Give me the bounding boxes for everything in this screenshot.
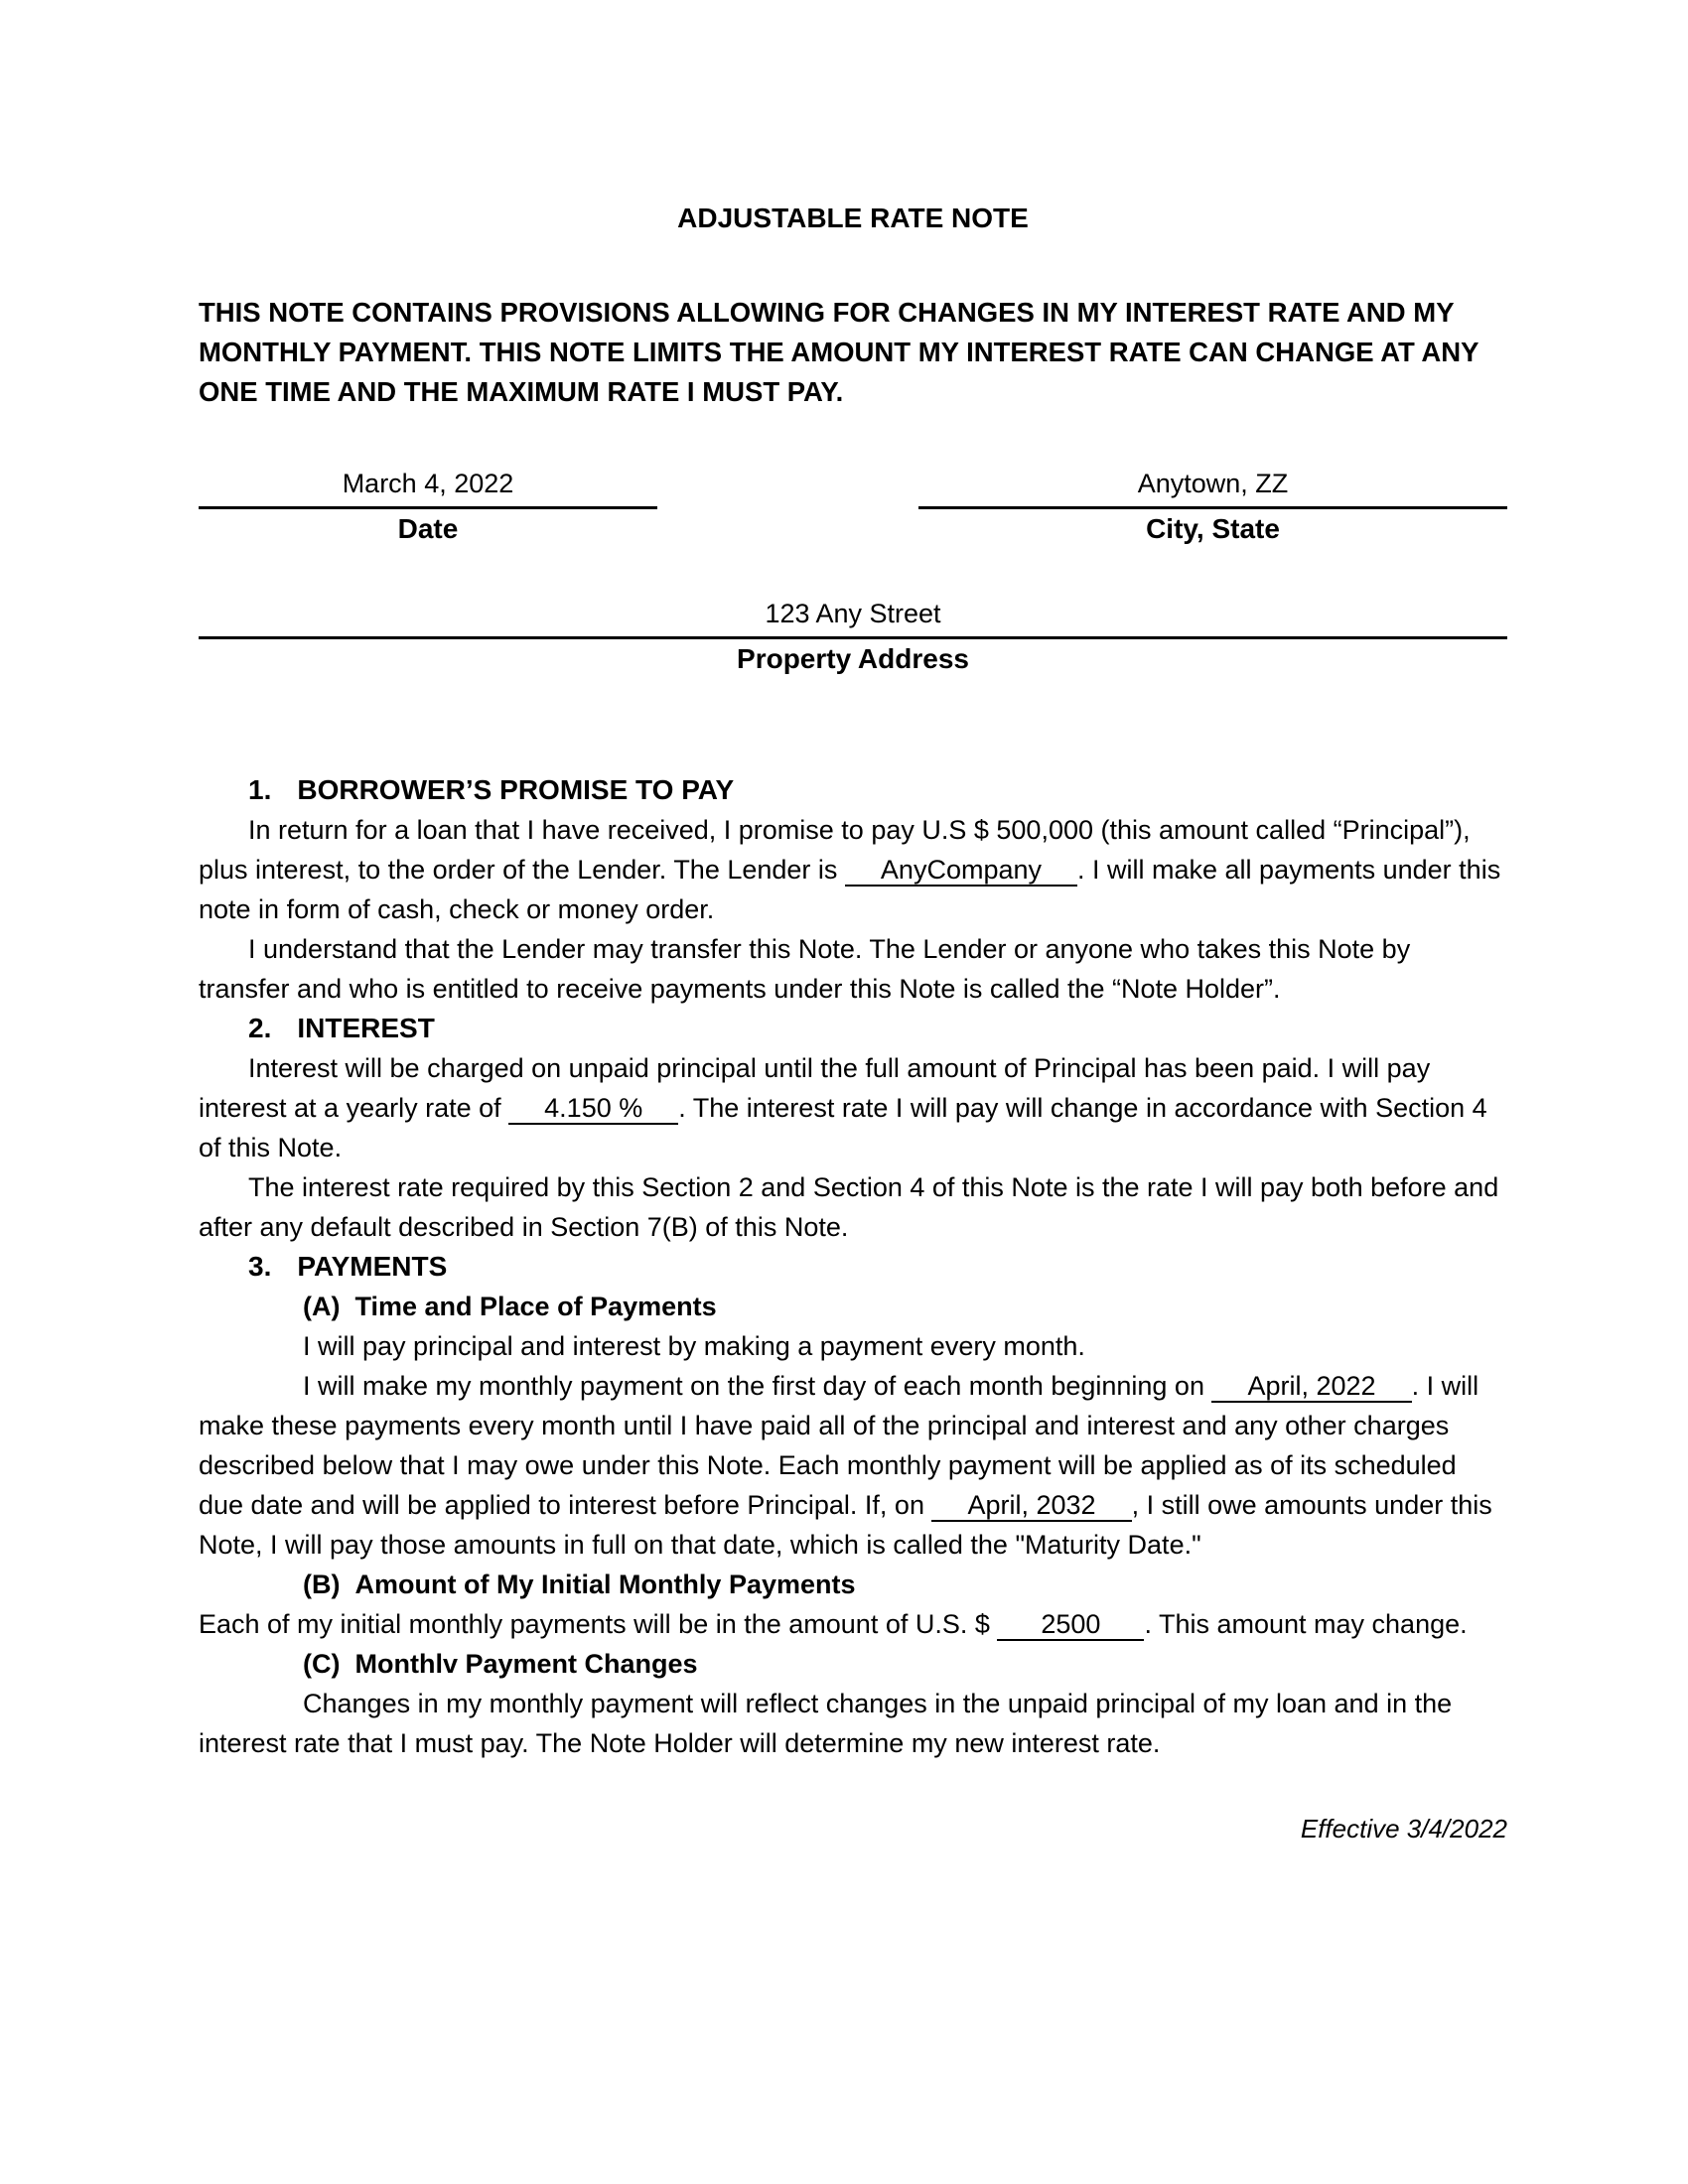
notice-paragraph: THIS NOTE CONTAINS PROVISIONS ALLOWING FOR CHANGES IN MY INTEREST RATE AND MY MONTHLY PAYMENT. THIS NOTE LIMITS THE AMOUNT MY INTEREST RATE CAN CHANGE AT ANY ONE TIME AND THE MAXIMUM RATE I MUST PAY. xyxy=(199,297,1478,407)
section-3c-letter: (C) xyxy=(303,1649,341,1679)
monthly-payment-amount-blank: 2500 xyxy=(997,1609,1144,1641)
date-field xyxy=(199,464,657,549)
section-3a-paragraph-2-text-mid: . I will make these payments every month until I have paid all of the principal and interest and any other charges described below that I may owe under this Note. Each monthly payment will be applied as of its scheduled due date and will be applied to interest before Principal. If, on xyxy=(199,1371,1479,1520)
date-value: March 4, 2022 xyxy=(342,469,514,498)
city-state-value: Anytown, ZZ xyxy=(1137,469,1289,498)
property-address-field xyxy=(199,594,1507,679)
date-city-row xyxy=(199,464,1507,549)
city-state-label: City, State xyxy=(1146,513,1280,544)
section-2-title: INTEREST xyxy=(297,1013,435,1043)
section-1-paragraph-2: I understand that the Lender may transfer this Note. The Lender or anyone who takes this Note by transfer and who is entitled to receive payments under this Note is called the “Note Holder”. xyxy=(199,934,1411,1004)
section-1-paragraph-1-text-after: . I will make all payments under this note in form of cash, check or money order. xyxy=(199,855,1501,924)
section-1-title: BORROWER’S PROMISE TO PAY xyxy=(297,774,735,805)
effective-date: Effective 3/4/2022 xyxy=(1300,1814,1507,1843)
document-body xyxy=(199,770,1507,1763)
section-3b-paragraph-1 xyxy=(199,1604,1507,1644)
section-2-paragraph-1-text-after: . The interest rate I will pay will change in accordance with Section 4 of this Note. xyxy=(199,1093,1487,1162)
lender-name-blank: AnyCompany xyxy=(845,855,1077,887)
section-2-heading xyxy=(199,1009,1507,1048)
section-3b-paragraph-1-text-after: . This amount may change. xyxy=(1144,1609,1468,1639)
section-2-paragraph-1 xyxy=(199,1048,1507,1167)
section-1-paragraph-1-text: In return for a loan that I have received, I promise to pay U.S $ 500,000 (this amount called “Principal”), plus interest, to the order of the Lender. The Lender is xyxy=(199,815,1471,885)
section-3c-paragraph-1: Changes in my monthly payment will reflect changes in the unpaid principal of my loan and in the interest rate that I must pay. The Note Holder will determine my new interest rate. xyxy=(199,1689,1453,1758)
section-3c-heading xyxy=(199,1644,1507,1684)
section-1-number: 1. xyxy=(248,774,272,805)
city-state-field xyxy=(918,464,1507,549)
section-3a-paragraph-2-text-after: , I still owe amounts under this Note, I will pay those amounts in full on that date, which is called the "Maturity Date." xyxy=(199,1490,1492,1560)
interest-rate-blank: 4.150 % xyxy=(508,1093,678,1125)
section-2-paragraph-1-text: Interest will be charged on unpaid principal until the full amount of Principal has been paid. I will pay interest at a yearly rate of xyxy=(199,1053,1431,1123)
section-3a-letter: (A) xyxy=(303,1292,341,1321)
section-3-number: 3. xyxy=(248,1251,272,1282)
section-3a-paragraph-2-text: I will make my monthly payment on the first day of each month beginning on xyxy=(303,1371,1212,1401)
section-3a-paragraph-1: I will pay principal and interest by making a payment every month. xyxy=(303,1331,1085,1361)
section-3b-paragraph-1-text: Each of my initial monthly payments will be in the amount of U.S. $ xyxy=(199,1609,998,1639)
section-3a-paragraph-2 xyxy=(199,1366,1507,1565)
section-3-heading xyxy=(199,1247,1507,1287)
section-3a-heading xyxy=(199,1287,1507,1326)
property-address-label: Property Address xyxy=(737,643,969,674)
section-3b-title: Amount of My Initial Monthly Payments xyxy=(354,1570,856,1599)
maturity-date-blank: April, 2032 xyxy=(931,1490,1131,1522)
property-address-value: 123 Any Street xyxy=(765,599,941,628)
section-1-heading xyxy=(199,770,1507,810)
date-label: Date xyxy=(397,513,459,544)
section-3a-title: Time and Place of Payments xyxy=(354,1292,717,1321)
section-3c-title: Monthlv Payment Changes xyxy=(354,1649,698,1679)
first-payment-date-blank: April, 2022 xyxy=(1211,1371,1411,1403)
section-3b-heading xyxy=(199,1565,1507,1604)
section-2-number: 2. xyxy=(248,1013,272,1043)
document-title: ADJUSTABLE RATE NOTE xyxy=(677,203,1029,233)
section-2-paragraph-2: The interest rate required by this Section 2 and Section 4 of this Note is the rate I will pay both before and after any default described in Section 7(B) of this Note. xyxy=(199,1172,1499,1242)
section-3b-letter: (B) xyxy=(303,1570,341,1599)
section-3-title: PAYMENTS xyxy=(297,1251,448,1282)
section-1-paragraph-1 xyxy=(199,810,1507,929)
